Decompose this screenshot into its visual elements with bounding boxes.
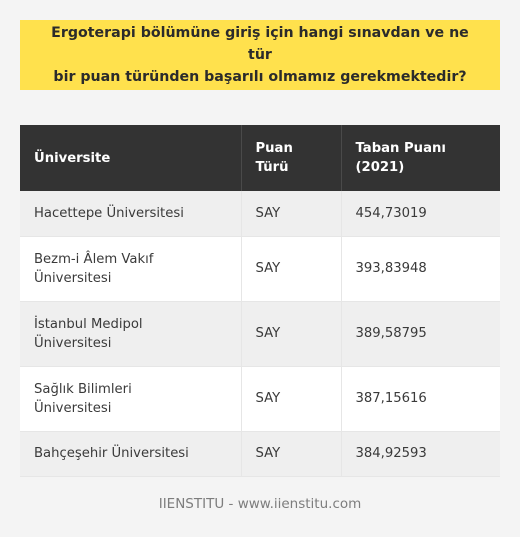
table-row [20,431,500,476]
cell-base-score: 387,15616 [341,366,500,431]
cell-university [20,191,241,236]
cell-score-type: SAY [241,191,341,236]
cell-score-type: SAY [241,431,341,476]
header-base-score-line-2: (2021) [355,160,405,175]
cell-university [20,301,241,366]
university-name-line-1: Sağlık Bilimleri [34,381,132,397]
cell-university [20,366,241,431]
university-name-line-2: Üniversitesi [34,400,112,416]
footer-credit: IIENSTITU - www.iienstitu.com [158,496,362,512]
university-name-line-1: Bezm-i Âlem Vakıf [34,251,154,267]
cell-score-type: SAY [241,366,341,431]
university-name-line-2: Üniversitesi [34,270,112,286]
university-name-line-2: Üniversitesi [34,335,112,351]
table-row [20,236,500,301]
cell-base-score: 454,73019 [341,191,500,236]
university-name-line-1: İstanbul Medipol [34,316,143,332]
question-title-line-1: Ergoterapi bölümüne giriş için hangi sınavdan ve ne tür [51,25,469,63]
university-name: Hacettepe Üniversitesi [34,205,184,221]
university-name: Bahçeşehir Üniversitesi [34,446,189,461]
cell-base-score: 393,83948 [341,236,500,301]
cell-score-type: SAY [241,236,341,301]
header-score-type-line-1: Puan [255,141,293,156]
header-university [20,125,241,191]
header-score-type [241,125,341,191]
table-row [20,366,500,431]
table-row [20,301,500,366]
cell-base-score: 389,58795 [341,301,500,366]
question-banner [20,20,500,90]
table-header-row [20,125,500,191]
question-title-line-2: bir puan türünden başarılı olmamız gerekmektedir? [53,69,467,85]
header-university-label: Üniversite [34,150,111,166]
header-base-score [341,125,500,191]
cell-base-score: 384,92593 [341,431,500,476]
header-base-score-line-1: Taban Puanı [355,141,446,156]
cell-university [20,431,241,476]
question-title [38,22,482,88]
table-row [20,191,500,236]
cell-university [20,236,241,301]
cell-score-type: SAY [241,301,341,366]
header-score-type-line-2: Türü [255,160,289,175]
university-score-table [20,125,500,477]
